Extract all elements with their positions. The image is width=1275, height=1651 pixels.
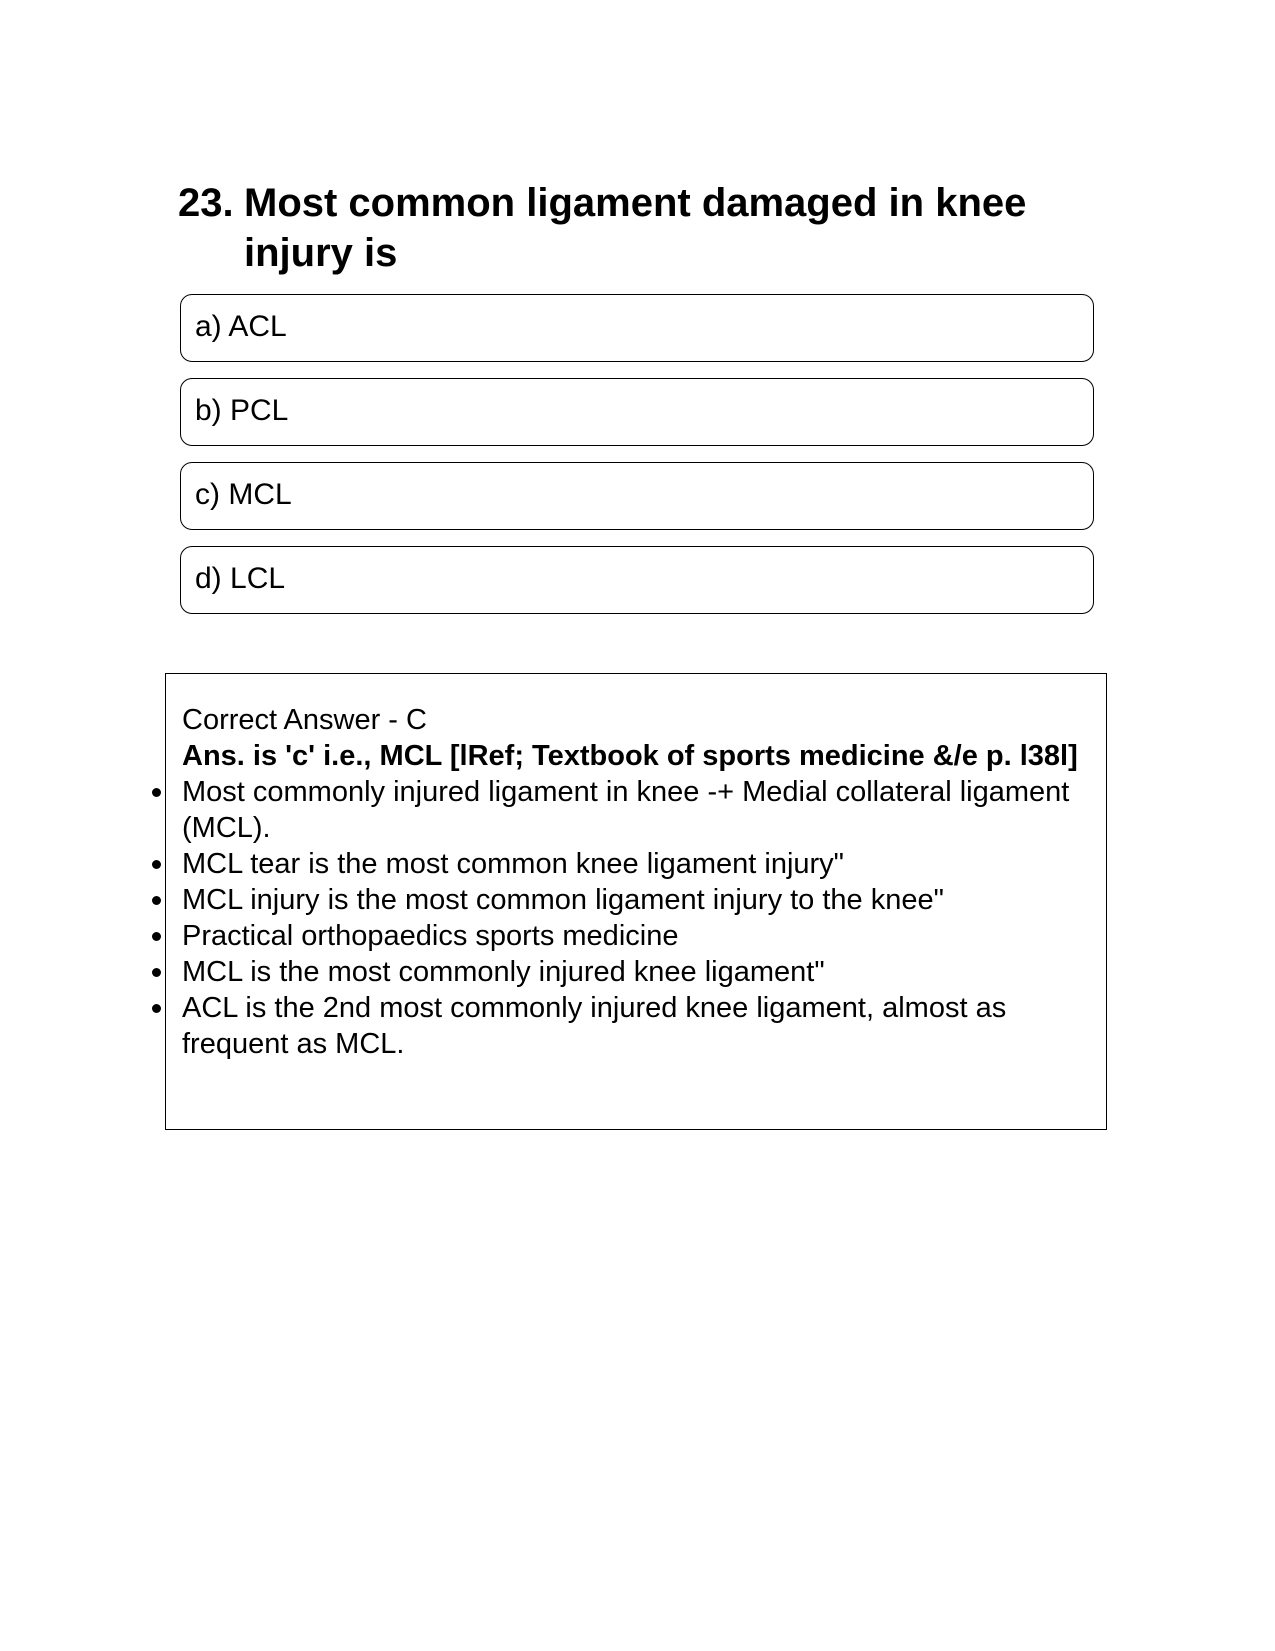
bullet-item: Most commonly injured ligament in knee -+ Medial collateral ligament (MCL). (182, 774, 1094, 846)
bullet-item: MCL is the most commonly injured knee ligament" (182, 954, 1094, 990)
option-d[interactable]: d) LCL (180, 546, 1094, 614)
bullet-item: MCL tear is the most common knee ligament injury" (182, 846, 1094, 882)
option-c[interactable]: c) MCL (180, 462, 1094, 530)
bullet-item: MCL injury is the most common ligament injury to the knee" (182, 882, 1094, 918)
bullet-item: ACL is the 2nd most commonly injured knee ligament, almost as frequent as MCL. (182, 990, 1094, 1062)
answer-options (180, 294, 1094, 630)
option-a[interactable]: a) ACL (180, 294, 1094, 362)
question-heading (178, 178, 1098, 278)
option-b[interactable]: b) PCL (180, 378, 1094, 446)
answer-content (182, 702, 1094, 1062)
correct-answer-line: Correct Answer - C (182, 704, 427, 736)
bullet-item: Practical orthopaedics sports medicine (182, 918, 1094, 954)
answer-reference: Ans. is 'c' i.e., MCL [lRef; Textbook of sports medicine &/e p. l38l] (182, 740, 1078, 772)
question-number: 23. (178, 181, 234, 225)
question-text: Most common ligament damaged in knee injury is (244, 181, 1027, 275)
explanation-bullets (182, 774, 1094, 1062)
answer-explanation-box (165, 673, 1107, 1130)
